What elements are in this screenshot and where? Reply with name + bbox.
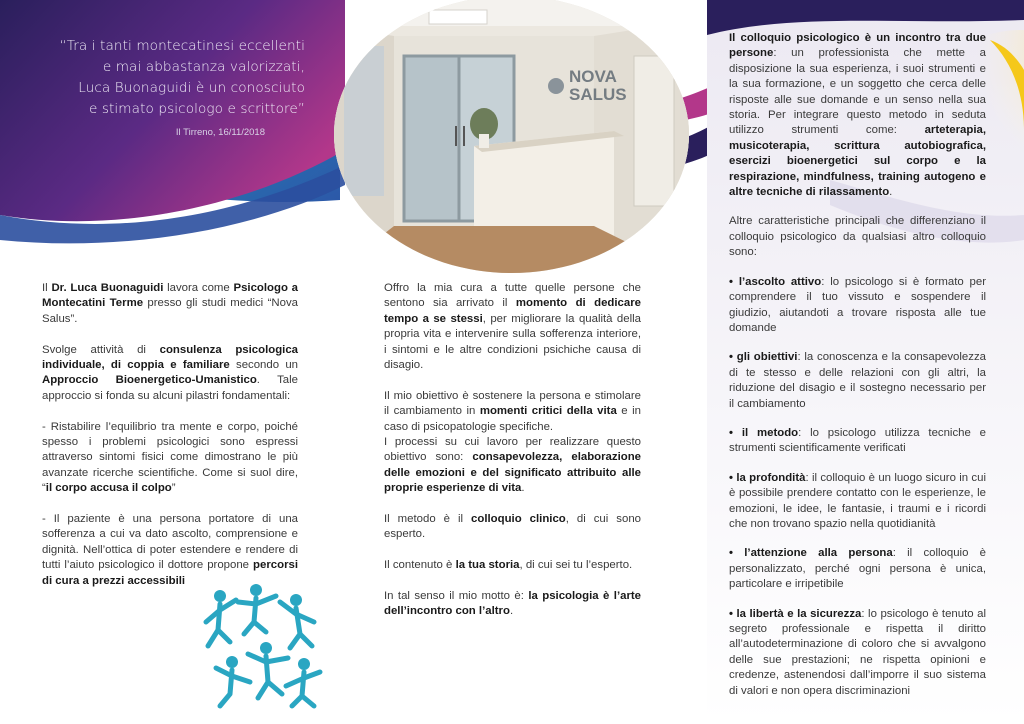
item-term: • la profondità — [729, 471, 806, 484]
item-text: : il colloquio è personalizzato, perché ogni persona è unica, particolare e irripetibile — [729, 547, 986, 591]
saying-highlight: il corpo accusa il colpo — [45, 482, 172, 495]
list-item — [729, 426, 986, 457]
paragraph-processes — [384, 435, 641, 497]
processes-highlight: consapevolezza, elaborazione delle emozioni e del significato attribuito alle proprie esperienze di vita — [384, 451, 641, 495]
paragraph-pillar-1 — [42, 420, 298, 497]
list-item — [729, 471, 986, 533]
text: Il mio obiettivo è sostenere la persona e stimolare il cambiamento in — [384, 389, 641, 418]
paragraph-method — [384, 512, 641, 543]
tools-highlight: arteterapia, musicoterapia, scrittura autobiografica, esercizi bioenergetici sul corpo e la respirazione, mindfulness, training autogeno e altre tecniche di rilassamento — [729, 124, 986, 199]
paragraph-intro — [42, 281, 298, 327]
text: . — [521, 482, 525, 495]
text: ” — [171, 482, 176, 495]
item-text: : lo psicologo utilizza tecniche e strumenti scientificamente verificati — [729, 426, 986, 455]
job-title: Psicologo a Montecatini Terme — [42, 282, 299, 310]
text: , di cui sono esperto. — [384, 513, 641, 541]
paragraph-pillar-2 — [42, 512, 298, 589]
text: Il — [42, 282, 52, 294]
quote-line: e stimato psicologo e scrittore” — [88, 101, 305, 117]
prices-highlight: percorsi di cura a prezzi accessibili — [42, 559, 298, 587]
text: e in caso di psicopatologie specifiche. — [384, 405, 641, 433]
sign-nova: NOVA — [569, 67, 617, 86]
clinical-interview-highlight: colloquio clinico — [471, 513, 566, 526]
item-text: : la conoscenza e la consapevolezza di te stesso e delle relazioni con gli altri, la riduzione del disagio e il sostegno necessario per il cambiamento — [729, 351, 986, 410]
paragraph-services — [42, 343, 298, 405]
column-intro — [42, 281, 298, 604]
interview-definition-highlight: Il colloquio psicologico è un incontro tra due persone — [729, 32, 986, 60]
item-term: • il metodo — [729, 426, 799, 439]
column-approach — [384, 281, 641, 635]
text: . — [509, 605, 514, 618]
text: Offro la mia cura a tutte quelle persone che sentono sia arrivato il — [384, 282, 641, 310]
text: Svolge attività di — [42, 343, 160, 356]
text: Il metodo è il — [384, 513, 472, 526]
item-term: • l’ascolto attivo — [729, 275, 822, 288]
item-term: • la libertà e la sicurezza — [729, 607, 862, 620]
text: I processi su cui lavoro per realizzare questo obiettivo sono: — [384, 436, 641, 464]
text: , per migliorare la qualità della propria vita e intervenire sulla sofferenza interiore, i sintomi e le altre condizioni psichiche causa di disagio. — [384, 312, 641, 372]
text: In tal senso il mio motto è: — [384, 590, 529, 603]
paragraph-offer — [384, 281, 641, 373]
text: lavora come — [163, 282, 234, 294]
column-interview — [729, 31, 986, 713]
paragraph-content — [384, 558, 641, 573]
doctor-name: Dr. Luca Buonaguidi — [51, 282, 164, 294]
critical-moments-highlight: momenti critici della vita — [479, 405, 617, 418]
list-item — [729, 607, 986, 699]
reception-illustration — [334, 0, 689, 273]
quote-source: Il Tirreno, 16/11/2018 — [175, 127, 265, 138]
text: , di cui sei tu l’esperto. — [519, 559, 633, 572]
people-circle-icon — [196, 582, 330, 710]
quote-line: Luca Buonaguidi è un conosciuto — [78, 80, 305, 96]
item-text: : lo psicologo si è formato per comprendere il tuo vissuto e sospendere il giudizio, aiutandoti a trovare risposta alle tue domande — [729, 275, 986, 334]
quote-line: e mai abbastanza valorizzati, — [102, 59, 305, 75]
list-item — [729, 546, 986, 592]
text: Il contenuto è — [384, 559, 456, 572]
paragraph-characteristics-intro: Altre caratteristiche principali che differenziano il colloquio psicologico da qualsiasi altro colloquio sono: — [729, 215, 986, 259]
text: presso gli studi medici “Nova Salus”. — [42, 297, 298, 325]
text: : un professionista che mette a disposizione la sua esperienza, i suoi strumenti e la sua formazione, e un soggetto che cerca delle risposte alle sue domande e un senso nella sua storia. Per integrare questo metodo in seduta utilizzo strumenti come: — [729, 47, 986, 137]
quote-line: “Tra i tanti montecatinesi eccellenti — [59, 38, 305, 54]
your-story-highlight: la tua storia — [455, 559, 520, 572]
list-item — [729, 350, 986, 412]
list-item — [729, 275, 986, 337]
text: . Tale approccio si fonda su alcuni pilastri fondamentali: — [42, 374, 298, 402]
sign-salus: SALUS — [569, 85, 627, 104]
paragraph-interview-definition — [729, 31, 986, 200]
approach-highlight: Approccio Bioenergetico-Umanistico — [42, 374, 257, 387]
paragraph-motto — [384, 589, 641, 620]
item-term: • gli obiettivi — [729, 351, 798, 364]
item-text: : lo psicologo è tenuto al segreto professionale e rispetta il diritto all’autodeterminazione di coloro che si avvalgono delle sue prestazioni; ne rispetta opinioni e credenze, astenendosi dall’imporre il suo sistema di valori e non opera discriminazioni — [729, 607, 986, 697]
testimonial-quote — [40, 36, 305, 138]
text: - Ristabilire l’equilibrio tra mente e corpo, poiché spesso i problemi psicologici sono espressi attraverso sintomi fisici come dimostrano le più avanzate ricerche scientifiche. Come si suol dire, “ — [42, 420, 298, 495]
self-time-highlight: momento di dedicare tempo a se stessi — [384, 297, 641, 325]
item-text: : il colloquio è un luogo sicuro in cui è possibile prendere contatto con le esperienze, le emozioni, le idee, le fantasie, i traumi e i ricordi che non trovano spazio nella quotidianità — [729, 471, 986, 530]
text: secondo un — [229, 359, 298, 372]
clinic-reception-photo — [334, 0, 689, 273]
item-term: • l’attenzione alla persona — [729, 547, 893, 560]
services-highlight: consulenza psicologica individuale, di coppia e familiare — [42, 343, 298, 372]
text: . — [889, 186, 893, 199]
paragraph-goal — [384, 389, 641, 435]
text: - Il paziente è una persona portatore di una sofferenza a cui va dato ascolto, comprensione e dignità. Nell’ottica di poter estendere e rendere di tutti l’aiuto psicologico il dottore propone — [42, 513, 298, 572]
motto-highlight: la psicologia è l’arte dell’incontro con l’altro — [384, 590, 641, 618]
